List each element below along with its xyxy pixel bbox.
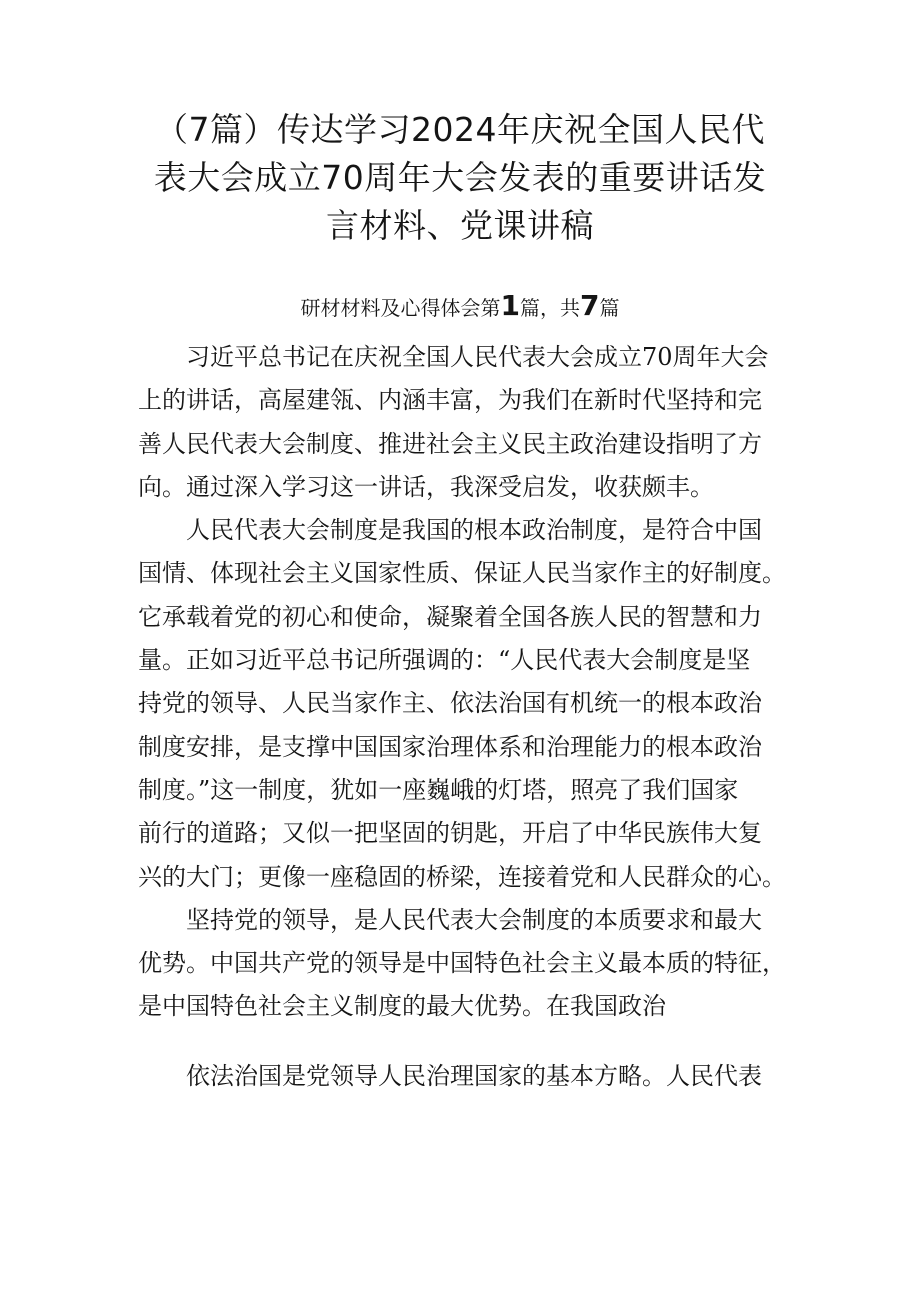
paragraph-line: 持党的领导、人民当家作主、依法治国有机统一的根本政治: [138, 689, 762, 718]
subtitle-total-number: 7: [580, 289, 600, 322]
paragraph-line: 制度安排，是支撑中国国家治理体系和治理能力的根本政治: [138, 732, 762, 761]
paragraph-line: 向。通过深入学习这一讲话，我深受启发，收获颇丰。: [138, 472, 714, 501]
document-title: [110, 106, 810, 250]
paragraph-2: [138, 509, 798, 899]
paragraph-line: 上的讲话，高屋建瓴、内涵丰富，为我们在新时代坚持和完: [138, 386, 762, 415]
subtitle-current-number: 1: [500, 289, 520, 322]
paragraph-line: 兴的大门；更像一座稳固的桥梁，连接着党和人民群众的心。: [138, 862, 786, 891]
paragraph-line: 制度。”这一制度，犹如一座巍峨的灯塔，照亮了我们国家: [138, 775, 739, 804]
subtitle-middle: 篇，共: [520, 296, 580, 320]
subtitle-suffix: 篇: [599, 296, 620, 320]
paragraph-line: 国情、体现社会主义国家性质、保证人民当家作主的好制度。: [138, 559, 786, 588]
paragraph-line: 人民代表大会制度是我国的根本政治制度，是符合中国: [186, 516, 762, 545]
paragraph-line: 坚持党的领导，是人民代表大会制度的本质要求和最大: [186, 905, 762, 934]
title-line: 言材料、党课讲稿: [326, 206, 594, 245]
paragraph-line: 前行的道路；又似一把坚固的钥匙，开启了中华民族伟大复: [138, 819, 762, 848]
paragraph-line: 依法治国是党领导人民治理国家的基本方略。人民代表: [186, 1061, 762, 1090]
paragraph-line: 习近平总书记在庆祝全国人民代表大会成立70周年大会: [186, 343, 769, 371]
subtitle-prefix: 研材材料及心得体会第: [300, 296, 501, 320]
paragraph-line: 是中国特色社会主义制度的最大优势。在我国政治: [138, 992, 666, 1021]
paragraph-line: 量。正如习近平总书记所强调的：“人民代表大会制度是坚: [138, 646, 751, 675]
paragraph-line: 它承载着党的初心和使命，凝聚着全国各族人民的智慧和力: [138, 602, 762, 631]
title-line: 表大会成立70周年大会发表的重要讲话发: [153, 158, 767, 197]
document-body: [138, 336, 798, 1098]
title-line: （7篇）传达学习2024年庆祝全国人民代: [155, 110, 765, 149]
document-subtitle: [160, 288, 760, 326]
paragraph-4: [138, 1055, 798, 1098]
paragraph-line: 善人民代表大会制度、推进社会主义民主政治建设指明了方: [138, 429, 762, 458]
paragraph-3: [138, 899, 798, 1029]
paragraph-1: [138, 336, 798, 509]
paragraph-line: 优势。中国共产党的领导是中国特色社会主义最本质的特征，: [138, 949, 786, 978]
